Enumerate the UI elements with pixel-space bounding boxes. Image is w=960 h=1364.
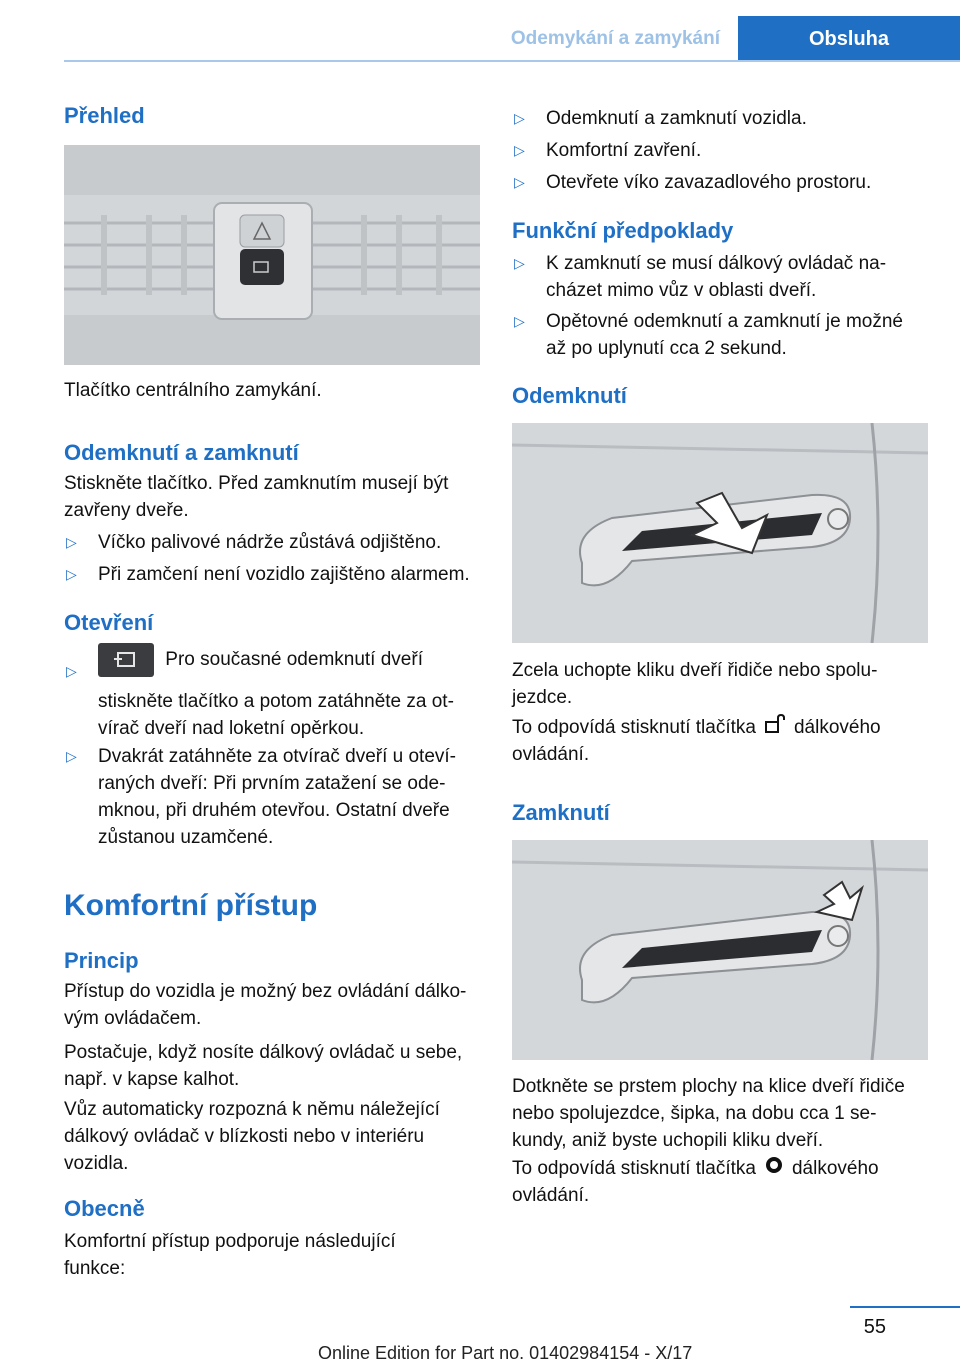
principle-text-line: vozidla. (64, 1153, 129, 1174)
header-tab: Obsluha (738, 16, 960, 62)
list-item-line: až po uplynutí cca 2 sekund. (546, 338, 787, 359)
footer-edition: Online Edition for Part no. 01402984154 - X/17 (318, 1343, 693, 1363)
list-item: ▷ Otevřete víko zavazadlového prostoru. (512, 169, 871, 196)
list-item-line: zůstanou uzamčené. (98, 827, 274, 848)
principle-text-line: Vůz automaticky rozpozná k němu náležející (64, 1099, 440, 1120)
prerequisites-heading: Funkční předpoklady (512, 218, 734, 243)
lock-text-line: nebo spolujezdce, šipka, na dobu cca 1 se‐ (512, 1103, 877, 1124)
bullet-triangle-icon: ▷ (514, 142, 525, 158)
lock-unlock-heading: Odemknutí a zamknutí (64, 440, 299, 465)
unlock-heading: Odemknutí (512, 383, 627, 408)
list-item: ▷ Pro současné odemknutí dveří (64, 643, 480, 677)
page-number: 55 (863, 1316, 886, 1338)
unlock-text-line: jezdce. (512, 687, 573, 708)
principle-text-line: vým ovládačem. (64, 1008, 202, 1029)
comfort-access-heading: Komfortní přístup (64, 889, 318, 922)
bullet-triangle-icon: ▷ (514, 313, 525, 329)
list-item: ▷ Víčko palivové nádrže zůstává odjištěno. (64, 529, 441, 556)
list-item: ▷ Dvakrát zatáhněte za otvírač dveří u oteví‐ (64, 743, 456, 770)
central-locking-button-image (64, 145, 480, 365)
list-item-line: mknou, při druhém otevřou. Ostatní dveře (98, 800, 450, 821)
unlock-text-line: To odpovídá stisknutí tlačítka dálkového (512, 714, 881, 742)
list-item-line: stiskněte tlačítko a potom zatáhněte za ot‐ (98, 691, 454, 712)
footer-rule (850, 1306, 960, 1308)
lock-text-line: zavřeny dveře. (64, 500, 189, 521)
lock-text-line: ovládání. (512, 1185, 590, 1206)
bullet-triangle-icon: ▷ (66, 748, 77, 764)
image1-caption: Tlačítko centrálního zamykání. (64, 380, 322, 401)
overview-heading: Přehled (64, 103, 145, 128)
list-item-line: vírač dveří nad loketní opěrkou. (98, 718, 365, 739)
header-rule (64, 60, 960, 62)
central-lock-button-icon (98, 643, 154, 677)
open-heading: Otevření (64, 610, 154, 635)
list-item: ▷ Při zamčení není vozidlo zajištěno alarmem. (64, 561, 470, 588)
list-item: ▷ Odemknutí a zamknutí vozidla. (512, 105, 807, 132)
principle-text-line: dálkový ovládač v blízkosti nebo v interiéru (64, 1126, 425, 1147)
bullet-triangle-icon: ▷ (66, 566, 77, 582)
header-section-title: Odemykání a zamykání (510, 28, 720, 49)
general-text-line: Komfortní přístup podporuje následující (64, 1231, 396, 1252)
lock-heading: Zamknutí (512, 800, 610, 825)
list-item: ▷ K zamknutí se musí dálkový ovládač na‐ (512, 250, 886, 277)
list-item-line: cházet mimo vůz v oblasti dveří. (546, 280, 817, 301)
list-item: ▷ Opětovné odemknutí a zamknutí je možné (512, 308, 903, 335)
unlock-key-icon (764, 714, 786, 742)
list-item: ▷ Komfortní zavření. (512, 137, 701, 164)
bullet-triangle-icon: ▷ (514, 110, 525, 126)
list-item-line: raných dveří: Při prvním zatažení se ode‐ (98, 773, 446, 794)
unlock-text-line: ovládání. (512, 744, 590, 765)
bullet-triangle-icon: ▷ (66, 534, 77, 550)
bullet-triangle-icon: ▷ (514, 174, 525, 190)
door-handle-unlock-image (512, 423, 928, 643)
door-handle-lock-image (512, 840, 928, 1060)
general-text-line: funkce: (64, 1258, 126, 1279)
bullet-triangle-icon: ▷ (66, 663, 77, 679)
general-heading: Obecně (64, 1196, 145, 1221)
lock-text-line: Dotkněte se prstem plochy na klice dveří řidiče (512, 1076, 905, 1097)
bullet-triangle-icon: ▷ (514, 255, 525, 271)
lock-text-line: kundy, aniž byste uchopili kliku dveří. (512, 1130, 824, 1151)
lock-key-icon (764, 1155, 784, 1183)
unlock-text-line: Zcela uchopte kliku dveří řidiče nebo spolu‐ (512, 660, 878, 681)
principle-text-line: Přístup do vozidla je možný bez ovládání dálko‐ (64, 981, 467, 1002)
lock-text-line: To odpovídá stisknutí tlačítka dálkového (512, 1155, 879, 1183)
principle-text-line: Postačuje, když nosíte dálkový ovládač u sebe, (64, 1042, 463, 1063)
principle-text-line: např. v kapse kalhot. (64, 1069, 240, 1090)
lock-text-line: Stiskněte tlačítko. Před zamknutím musejí být (64, 473, 449, 494)
principle-heading: Princip (64, 948, 139, 973)
